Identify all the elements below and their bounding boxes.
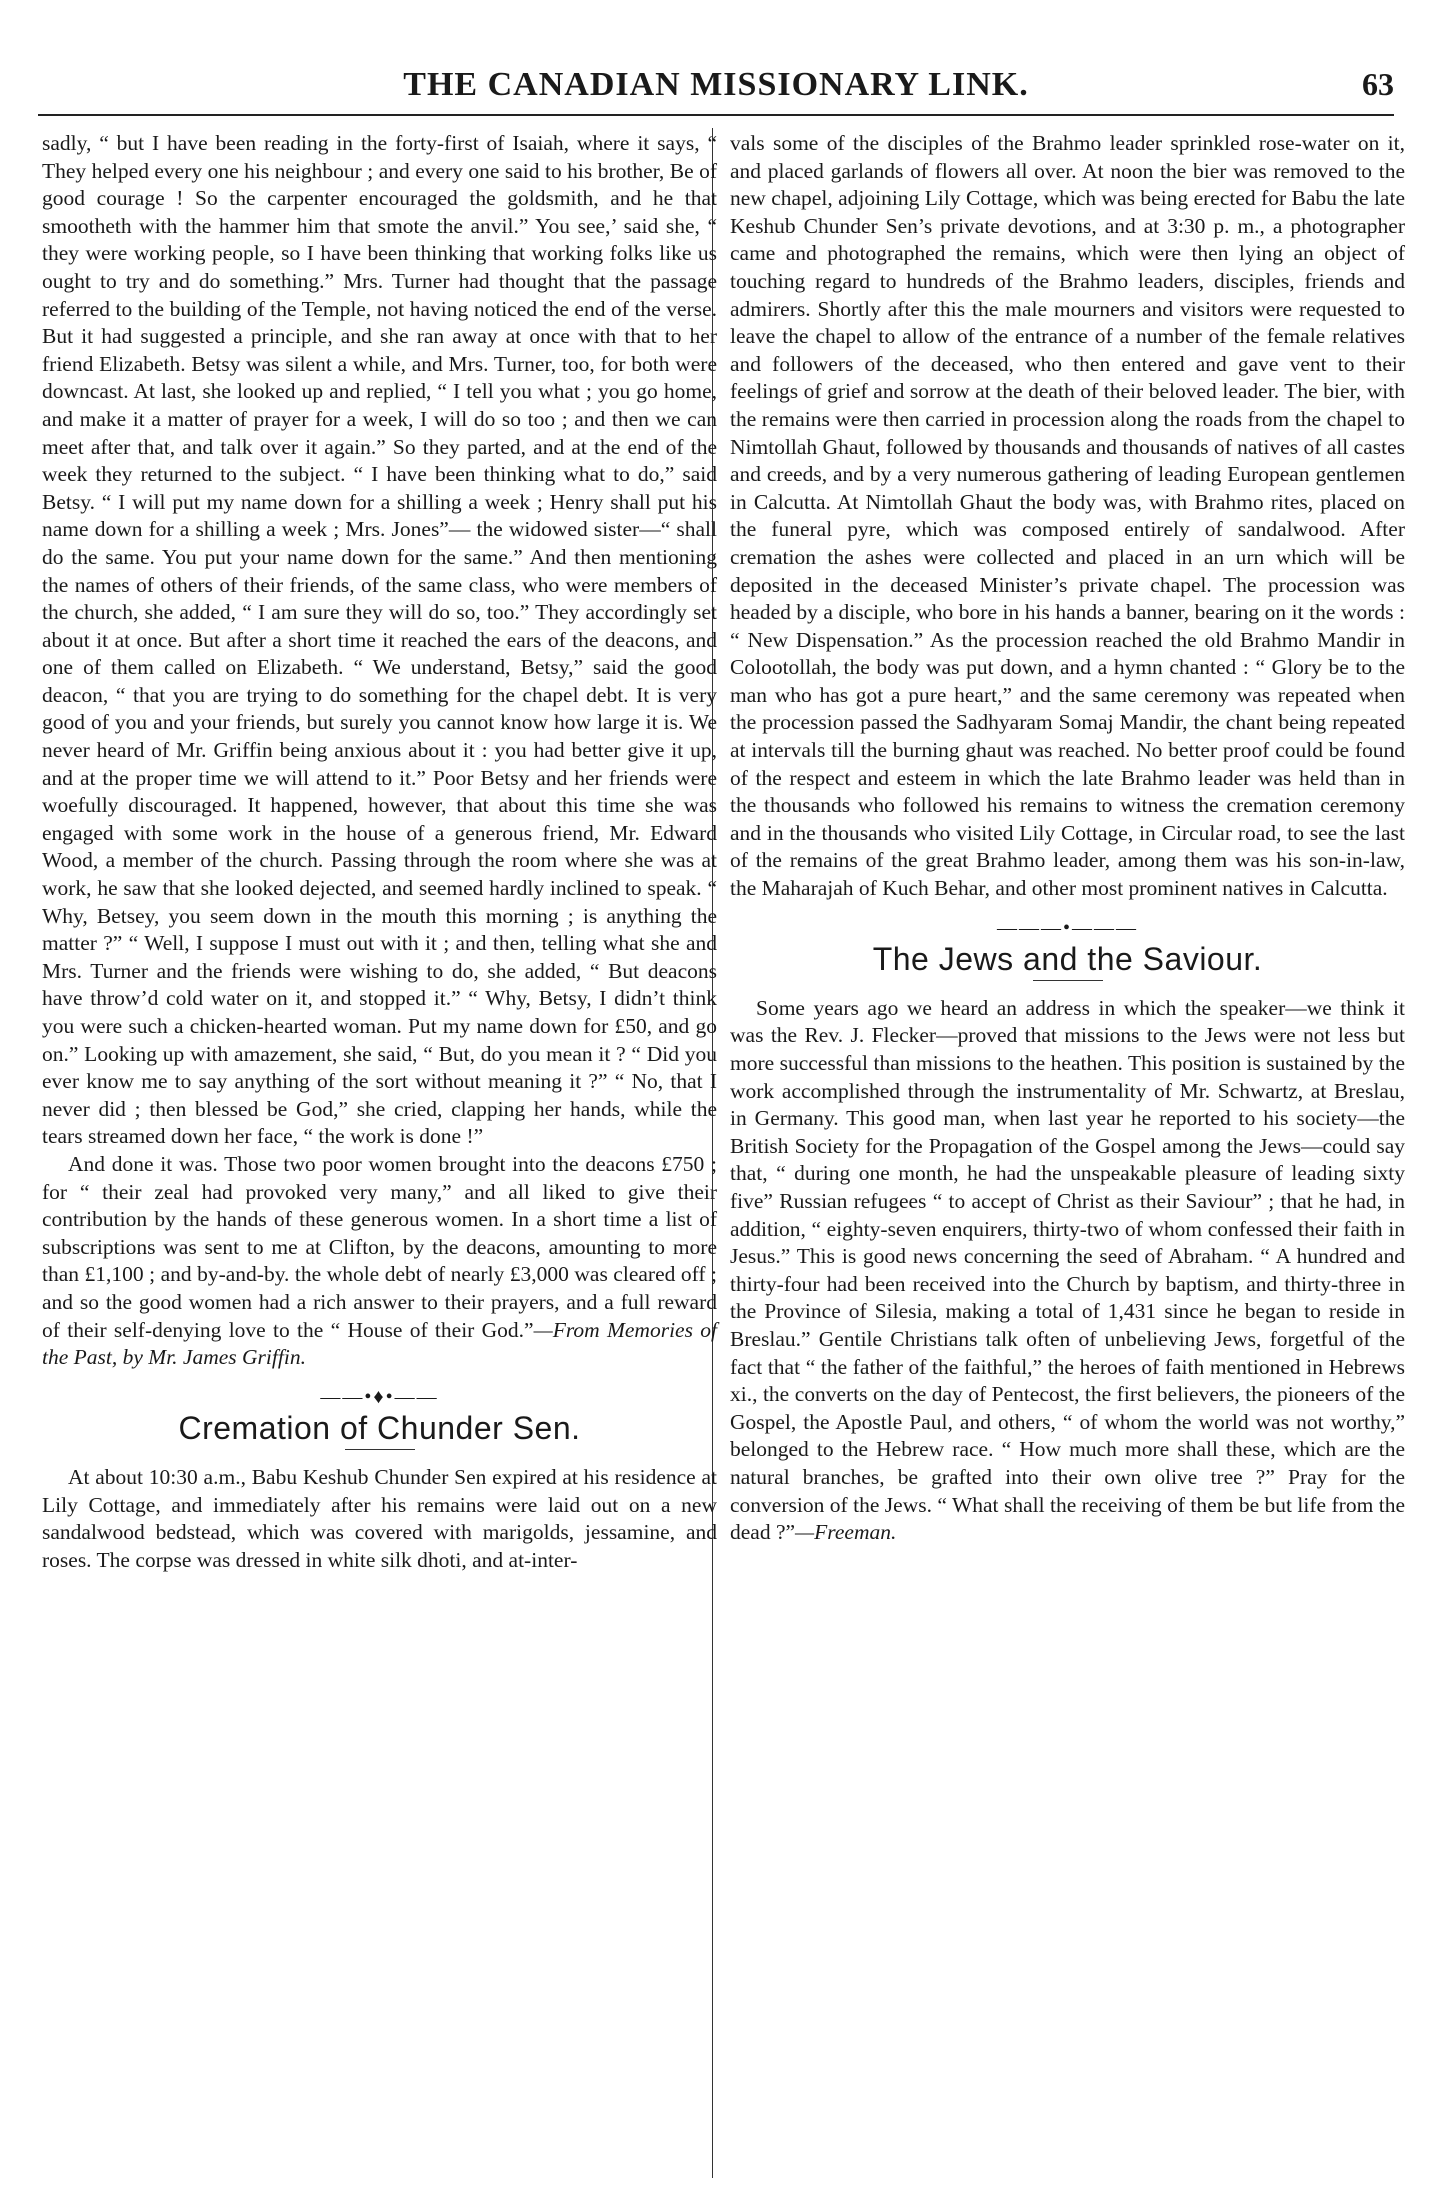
running-head <box>38 62 1394 112</box>
page-number: 63 <box>1362 66 1394 102</box>
article-paragraph <box>42 1151 717 1372</box>
header-rule <box>38 114 1394 116</box>
article-paragraph <box>730 995 1405 1547</box>
heading-rule <box>345 1449 415 1450</box>
section-heading-jews: The Jews and the Saviour. <box>872 941 1263 978</box>
source-note: —Freeman. <box>795 1520 897 1545</box>
section-heading-cremation: Cremation of Chunder Sen. <box>178 1410 581 1447</box>
section-ornament: ——•♦•—— <box>320 1385 439 1408</box>
left-column <box>42 130 717 1574</box>
heading-rule <box>1033 980 1103 981</box>
article-paragraph: vals some of the disciples of the Brahmo leader sprinkled rose-water on it, and placed garlands of flowers all over. At noon the bier was removed to the new chapel, adjoining Lily Cottage, which was being erected for Babu the late Keshub Chunder Sen’s private devotions, and at 3:30 p. m., a photographer came and photographed the remains, which were then lying an object of touching regard to hundreds of the Brahmo leaders, disciples, friends and admirers. Shortly after this the male mourners and visitors were requested to leave the chapel to allow of the entrance of a number of the female relatives and followers of the deceased, who then entered and gave vent to their feelings of grief and sorrow at the death of their beloved leader. The bier, with the remains were then carried in procession along the roads from the chapel to Nimtollah Ghaut, followed by thousands and thousands of natives of all castes and creeds, and by a very numerous gathering of leading European gentlemen in Calcutta. At Nimtollah Ghaut the body was, with Brahmo rites, placed on the funeral pyre, which was composed entirely of sandalwood. After cremation the ashes were collected and placed in an urn which will be deposited in the deceased Minister’s private chapel. The procession was headed by a disciple, who bore in his hands a banner, bearing on it the words : “ New Dispensation.” As the procession reached the old Brahmo Mandir in Colootollah, the body was put down, and a hymn chanted : “ Glory be to the man who has got a pure heart,” and the same ceremony was repeated when the procession passed the Sadhyaram Somaj Mandir, the chant being repeated at intervals till the burning ghaut was reached. No better proof could be found of the respect and esteem in which the late Brahmo leader was held than in the thousands who followed his remains to witness the cremation ceremony and in the thousands who visited Lily Cottage, in Circular road, to see the last of the remains of the great Brahmo leader, among them was his son-in-law, the Maharajah of Kuch Behar, and other most prominent natives in Calcutta. <box>730 131 1405 901</box>
article-text: And done it was. Those two poor women brought into the deacons £750 ; for “ their zeal had provoked very many,” and all liked to give their contribution by the hands of these generous women. In a short time a list of subscriptions was sent to me at Clifton, by the deacons, amounting to more than £1,100 ; and by-and-by. the whole debt of nearly £3,000 was cleared off ; and so the good women had a rich answer to their prayers, and a full reward of their self-denying love to the “ House of their God.” <box>42 1151 717 1342</box>
article-paragraph: At about 10:30 a.m., Babu Keshub Chunder Sen expired at his residence at Lily Cottage, and immediately after his remains were laid out on a new sandalwood bedstead, which was covered with marigolds, jessamine, and roses. The corpse was dressed in white silk dhoti, and at-inter- <box>42 1464 717 1572</box>
page-title: THE CANADIAN MISSIONARY LINK. <box>403 66 1029 103</box>
right-column <box>730 130 1405 1547</box>
source-note: —From Memories of the Past, by Mr. James Griffin. <box>42 1317 717 1370</box>
article-paragraph: sadly, “ but I have been reading in the forty-first of Isaiah, where it says, “ They helped every one his neighbour ; and every one said to his brother, Be of good courage ! So the carpenter encouraged the goldsmith, and he that smootheth with the hammer him that smote the anvil.” You see,’ said she, “ they were working people, so I have been thinking that working folks like us ought to try and do something.” Mrs. Turner had thought that the passage referred to the building of the Temple, not having noticed the end of the verse. But it had suggested a principle, and she ran away at once with that to her friend Elizabeth. Betsy was silent a while, and Mrs. Turner, too, for both were downcast. At last, she looked up and replied, “ I tell you what ; you go home, and make it a matter of prayer for a week, I will do so too ; and then we can meet after that, and talk over it again.” So they parted, and at the end of the week they returned to the subject. “ I have been thinking what to do,” said Betsy. “ I will put my name down for a shilling a week ; Henry shall put his name down for a shilling a week ; Mrs. Jones”— the widowed sister—“ shall do the same. You put your name down for the same.” And then mentioning the names of others of their friends, of the same class, who were members of the church, she added, “ I am sure they will do so, too.” They accordingly set about it at once. But after a short time it reached the ears of the deacons, and one of them called on Elizabeth. “ We understand, Betsy,” said the good deacon, “ that you are trying to do something for the chapel debt. It is very good of you and your friends, but surely you cannot know how large it is. We never heard of Mr. Griffin being anxious about it : you had better give it up, and at the proper time we will attend to it.” Poor Betsy and her friends were woefully discouraged. It happened, however, that about this time she was engaged with some work in the house of a generous friend, Mr. Edward Wood, a member of the church. Passing through the room where she was at work, he saw that she looked dejected, and seemed hardly inclined to speak. “ Why, Betsey, you seem down in the mouth this morning ; is anything the matter ?” “ Well, I suppose I must out with it ; and then, telling what she and Mrs. Turner and the friends were wishing to do, she added, “ But deacons have throw’d cold water on it, and stopped it.” “ Why, Betsy, I didn’t think you were such a chicken-hearted woman. Put my name down for £50, and go on.” Looking up with amazement, she said, “ But, do you mean it ? “ Did you ever know me to say anything of the sort without meaning it ?” “ No, that I never did ; then blessed be God,” she cried, clapping her hands, while the tears streamed down her face, “ the work is done !” <box>42 131 717 1149</box>
article-text: Some years ago we heard an address in which the speaker—we think it was the Rev. J. Flecker—proved that missions to the Jews were not less but more successful than missions to the heathen. This position is sustained by the work accomplished through the instrumentality of Mr. Schwartz, at Breslau, in Germany. This good man, when last year he reported to his society—the British Society for the Propagation of the Gospel among the Jews—could say that, “ during one month, he had the unspeakable pleasure of leading sixty five” Russian refugees “ to accept of Christ as their Saviour” ; that he had, in addition, “ eighty-seven enquirers, thirty-two of whom confessed their faith in Jesus.” This is good news concerning the seed of Abraham. “ A hundred and thirty-four had been received into the Church by baptism, and thirty-three in the Province of Silesia, making a total of 1,431 since he began to reside in Breslau.” Gentile Christians talk often of unbelieving Jews, forgetful of the fact that “ the father of the faithful,” the heroes of faith mentioned in Hebrews xi., the converts on the day of Pentecost, the first believers, the pioneers of the Gospel, the Apostle Paul, and others, “ of whom the world was not worthy,” belonged to the Hebrew race. “ How much more shall these, which are the natural branches, be grafted into their own olive tree ?” Pray for the conversion of the Jews. “ What shall the receiving of them be but life from the dead ?” <box>730 995 1405 1545</box>
section-ornament: ———•——— <box>996 916 1138 939</box>
